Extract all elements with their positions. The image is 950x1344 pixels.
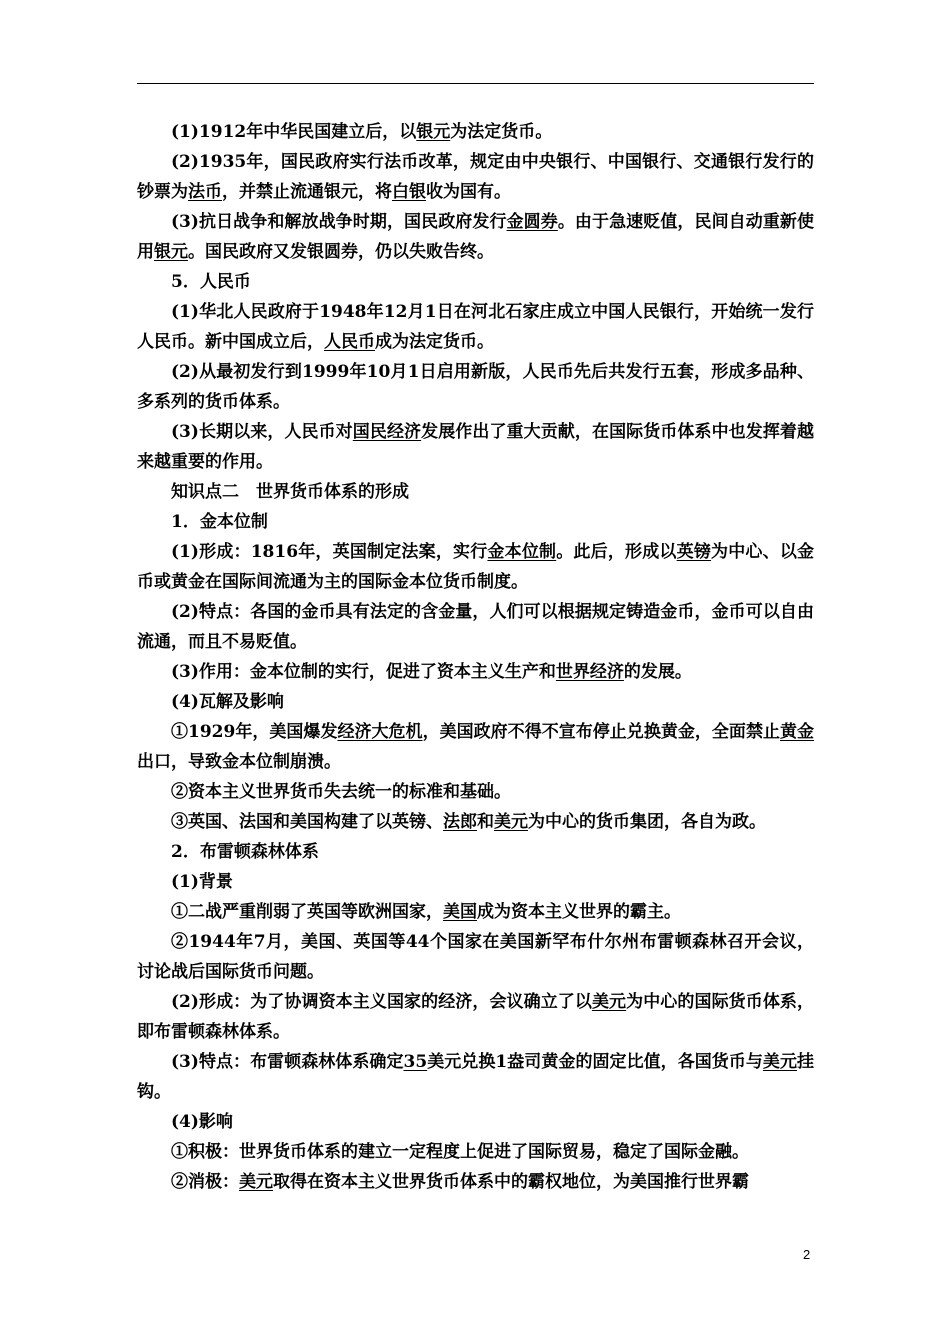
text-run: 发展作出了重大贡献，在国际货币体系中也发挥着越来越重要的作用。	[137, 422, 815, 472]
underlined-term: 国民经济	[352, 422, 422, 442]
text-run: 1．金本位制	[171, 512, 268, 532]
text-run: (2)从最初发行到1999年10月1日启用新版，人民币先后共发行五套，形成多品种、多系列的货币体系。	[137, 362, 814, 412]
paragraph	[137, 1047, 814, 1107]
text-run: (2)特点：各国的金币具有法定的含金量，人们可以根据规定铸造金币，金币可以自由流通，而且不易贬值。	[137, 602, 814, 652]
text-run: 出口，导致金本位制崩溃。	[137, 752, 341, 772]
paragraph	[137, 537, 814, 597]
underlined-term: 英镑	[676, 542, 712, 562]
text-run: 5．人民币	[171, 272, 251, 292]
paragraph	[137, 1167, 814, 1197]
paragraph	[137, 1137, 814, 1167]
header-rule	[137, 83, 814, 84]
paragraph	[137, 867, 814, 897]
underlined-term: 金本位制	[487, 542, 557, 562]
text-run: 。此后，形成以	[556, 542, 677, 562]
paragraph	[137, 927, 814, 987]
text-run: 为中心、以金币或黄金在国际间流通为主的国际金本位货币制度。	[137, 542, 815, 592]
underlined-term: 人民币	[324, 332, 375, 352]
text-run: ②1944年7月，美国、英国等44个国家在美国新罕布什尔州布雷顿森林召开会议，讨论战后国际货币问题。	[137, 932, 814, 982]
text-run: 成为法定货币。	[375, 332, 494, 352]
text-run: ③英国、法国和美国构建了以英镑、	[171, 812, 443, 832]
text-run: (3)长期以来，人民币对	[171, 422, 353, 442]
text-run: ①积极：世界货币体系的建立一定程度上促进了国际贸易，稳定了国际金融。	[171, 1142, 749, 1162]
underlined-term: 美元	[494, 812, 528, 832]
paragraph	[137, 987, 814, 1047]
text-run: 2．布雷顿森林体系	[171, 842, 319, 862]
paragraph	[137, 117, 814, 147]
paragraph	[137, 837, 814, 867]
text-run: 取得在资本主义世界货币体系中的霸权地位，为美国推行世界霸	[273, 1172, 749, 1192]
underlined-term: 银元	[154, 242, 188, 262]
underlined-term: 法郎	[443, 812, 477, 832]
paragraph	[137, 1107, 814, 1137]
underlined-term: 美元	[591, 992, 627, 1012]
text-run: (1)背景	[171, 872, 233, 892]
text-run: 收为国有。	[426, 182, 511, 202]
text-run: (4)影响	[171, 1112, 233, 1132]
text-run: 和	[477, 812, 494, 832]
text-run: ②消极：	[171, 1172, 239, 1192]
text-run: 为中心的国际货币体系，即布雷顿森林体系。	[137, 992, 814, 1042]
text-run: (4)瓦解及影响	[171, 692, 284, 712]
text-run: ①二战严重削弱了英国等欧洲国家，	[171, 902, 443, 922]
text-run: 美元兑换1盎司黄金的固定比值，各国货币与	[427, 1052, 763, 1072]
page-number: 2	[803, 1247, 811, 1262]
underlined-term: 35	[403, 1052, 428, 1072]
underlined-term: 经济大危机	[337, 722, 423, 742]
text-run: 。国民政府又发银圆券，仍以失败告终。	[188, 242, 494, 262]
paragraph	[137, 717, 814, 777]
underlined-term: 美元	[239, 1172, 273, 1192]
underlined-term: 美元	[762, 1052, 798, 1072]
underlined-term: 白银	[392, 182, 426, 202]
paragraph	[137, 897, 814, 927]
underlined-term: 法币	[188, 182, 222, 202]
text-run: ②资本主义世界货币失去统一的标准和基础。	[171, 782, 511, 802]
text-run: (1)华北人民政府于1948年12月1日在河北石家庄成立中国人民银行，开始统一发行人民币。新中国成立后，	[137, 302, 814, 352]
underlined-term: 银元	[416, 122, 451, 142]
paragraph	[137, 777, 814, 807]
text-run: (2)形成：为了协调资本主义国家的经济，会议确立了以	[171, 992, 592, 1012]
text-run: (1)形成：1816年，英国制定法案，实行	[171, 542, 488, 562]
underlined-term: 黄金	[779, 722, 815, 742]
underlined-term: 世界经济	[555, 662, 624, 682]
paragraph	[137, 597, 814, 657]
text-run: ，美国政府不得不宣布停止兑换黄金，全面禁止	[422, 722, 780, 742]
text-run: (3)特点：布雷顿森林体系确定	[171, 1052, 404, 1072]
underlined-term: 美国	[443, 902, 477, 922]
text-run: (3)抗日战争和解放战争时期，国民政府发行	[171, 212, 507, 232]
text-run: (3)作用：金本位制的实行，促进了资本主义生产和	[171, 662, 556, 682]
text-run: 为中心的货币集团，各自为政。	[528, 812, 766, 832]
text-run: 。由于急速贬值，民间自动重新使用	[137, 212, 815, 262]
paragraph	[137, 657, 814, 687]
text-run: (2)1935年，国民政府实行法币改革，规定由中央银行、中国银行、交通银行发行的钞票为	[137, 152, 814, 202]
text-run: ①1929年，美国爆发	[171, 722, 338, 742]
paragraph	[137, 807, 814, 837]
paragraph	[137, 507, 814, 537]
paragraph	[137, 147, 814, 207]
paragraph	[137, 417, 814, 477]
text-run: 为法定货币。	[450, 122, 553, 142]
paragraph	[137, 357, 814, 417]
paragraph	[137, 477, 814, 507]
document-body	[137, 117, 814, 1197]
paragraph	[137, 687, 814, 717]
text-run: 挂钩。	[137, 1052, 815, 1102]
paragraph	[137, 297, 814, 357]
text-run: 知识点二 世界货币体系的形成	[171, 482, 409, 502]
text-run: (1)1912年中华民国建立后，以	[171, 122, 417, 142]
text-run: 成为资本主义世界的霸主。	[477, 902, 681, 922]
text-run: 的发展。	[623, 662, 692, 682]
underlined-term: 金圆券	[506, 212, 558, 232]
text-run: ，并禁止流通银元，将	[222, 182, 392, 202]
paragraph	[137, 267, 814, 297]
paragraph	[137, 207, 814, 267]
